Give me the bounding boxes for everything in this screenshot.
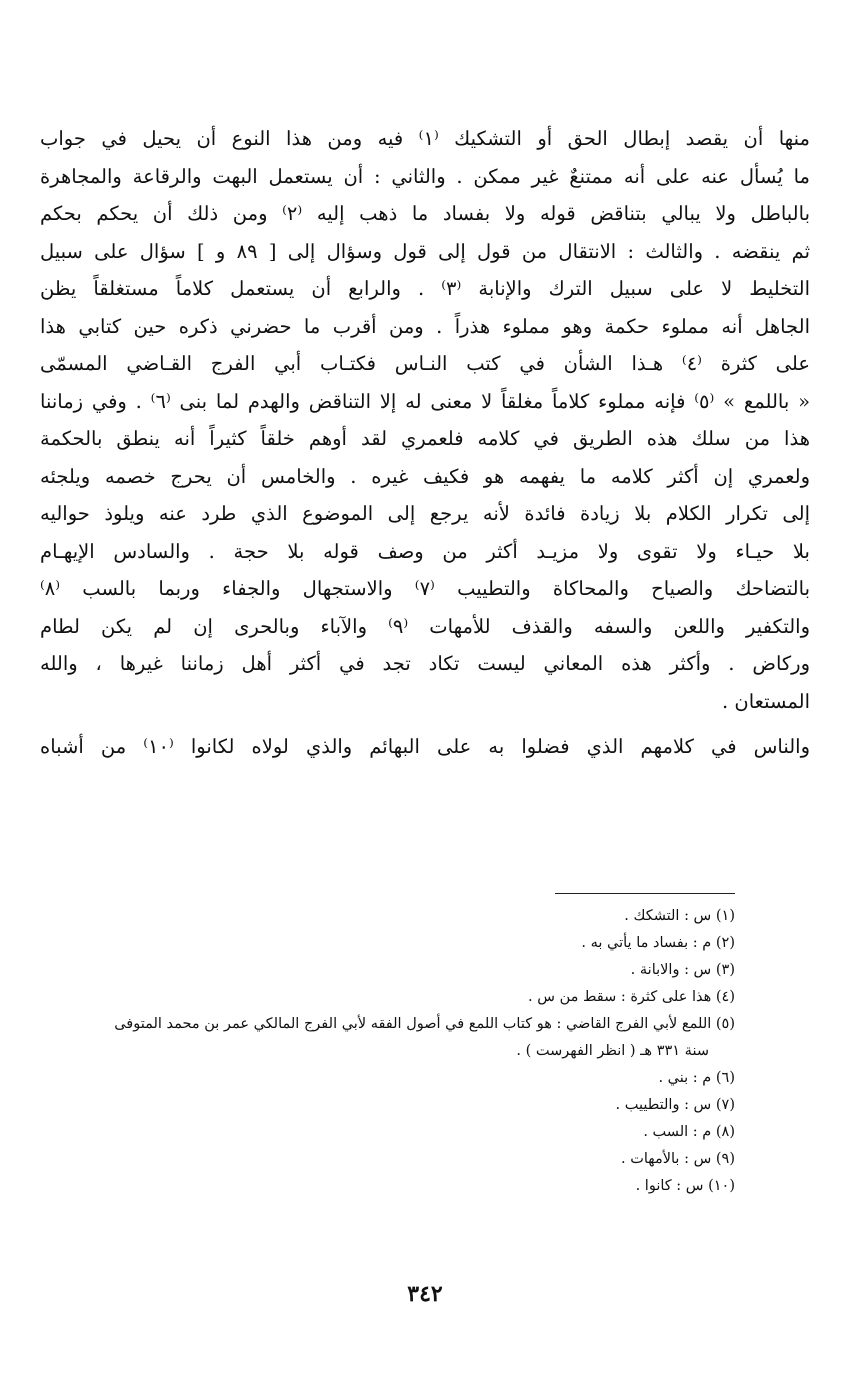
footnote: (٧) س : والتطييب . xyxy=(615,1097,735,1113)
footnote: (٤) هذا على كثرة : سقط من س . xyxy=(528,989,735,1005)
footnote: (٢) م : بفساد ما يأتي به . xyxy=(581,935,735,951)
text-line: على كثرة ⁽٤⁾ هـذا الشأن في كتب النـاس فكتـاب أبي الفرج القـاضي المسمّى xyxy=(40,352,810,375)
footnotes xyxy=(40,903,735,1200)
text-line: وركاض . وأكثر هذه المعاني ليست تكاد تجد في أكثر أهل زماننا غيرها ، والله xyxy=(40,652,810,675)
text-line: ما يُسأل عنه على أنه ممتنعٌ غير ممكن . والثاني : أن يستعمل البهت والرقاعة والمجاهرة xyxy=(40,164,810,188)
footnote-separator xyxy=(555,893,735,894)
text-line: « باللمع » ⁽٥⁾ فإنه مملوء كلاماً مغلقاً لا معنى له إلا التناقض والهدم لما بنى ⁽٦⁾ . وفي زماننا xyxy=(40,389,810,413)
footnote: (١٠) س : كانوا . xyxy=(635,1178,735,1194)
text-line: الجاهل أنه مملوء حكمة وهو مملوء هذراً . ومن أقرب ما حضرني ذكره حين كتابي هذا xyxy=(40,314,810,338)
footnote: (٦) م : بني . xyxy=(658,1070,735,1086)
text-line: المستعان . xyxy=(722,689,810,713)
footnote: (٣) س : والابانة . xyxy=(630,962,735,978)
footnote-continuation: سنة ٣٣١ هـ ( انظر الفهرست ) . xyxy=(516,1043,709,1059)
footnote: (٩) س : بالأمهات . xyxy=(621,1151,735,1167)
footnote: (٨) م : السب . xyxy=(643,1124,735,1140)
text-line: بالباطل ولا يبالي بتناقض قوله ولا بفساد ما ذهب إليه ⁽٢⁾ ومن ذلك أن يحكم بحكم xyxy=(40,202,810,225)
text-line: ولعمري إن أكثر كلامه ما يفهمه هو فكيف غيره . والخامس أن يحرج خصمه ويلجئه xyxy=(40,464,810,488)
text-line: التخليط لا على سبيل الترك والإنابة ⁽٣⁾ . والرابع أن يستعمل كلاماً مستغلقاً يظن xyxy=(40,277,810,300)
text-line: إلى تكرار الكلام بلا زيادة فائدة لأنه يرجع إلى الموضوع الذي طرد عنه ويلوذ حواليه xyxy=(40,502,810,525)
text-line: والناس في كلامهم الذي فضلوا به على البهائم والذي لولاه لكانوا ⁽١٠⁾ من أشباه xyxy=(40,735,810,758)
text-line: بالتضاحك والصياح والمحاكاة والتطييب ⁽٧⁾ والاستجهال والجفاء وربما بالسب ⁽٨⁾ xyxy=(40,577,810,600)
page-number: ٣٤٢ xyxy=(407,1281,443,1307)
text-line: هذا من سلك هذه الطريق في كلامه فلعمري لقد أوهم خلقاً كثيراً أنه ينطق بالحكمة xyxy=(40,427,810,450)
text-line: بلا حيـاء ولا تقوى ولا مزيـد أكثر من وصف قوله بلا حجة . والسادس الإيهـام xyxy=(40,539,810,563)
footnote: (١) س : التشكك . xyxy=(624,908,735,924)
text-line: ثم ينقضه . والثالث : الانتقال من قول إلى قول وسؤال إلى [ ٨٩ و ] سؤال على سبيل xyxy=(40,239,810,263)
paragraph-gap xyxy=(40,720,810,728)
main-text xyxy=(40,120,810,766)
footnote: (٥) اللمع لأبي الفرج القاضي : هو كتاب اللمع في أصول الفقه لأبي الفرج المالكي عمر بن محمد المتوفى xyxy=(114,1016,735,1032)
text-line: والتكفير واللعن والسفه والقذف للأمهات ⁽٩⁾ والآباء وبالحرى إن لم يكن لطام xyxy=(40,614,810,638)
text-line: منها أن يقصد إبطال الحق أو التشكيك ⁽١⁾ فيه ومن هذا النوع أن يحيل في جواب xyxy=(40,127,810,150)
